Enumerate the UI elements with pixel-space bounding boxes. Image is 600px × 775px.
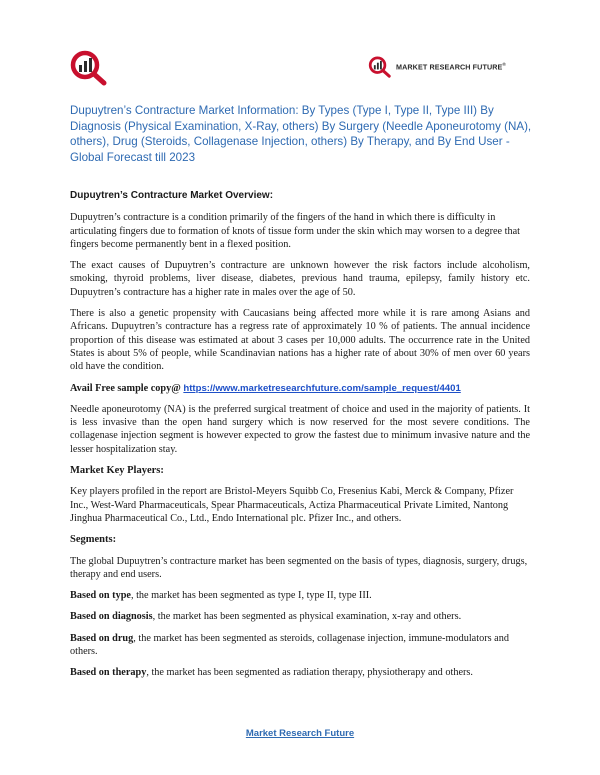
segment-text: , the market has been segmented as radiation therapy, physiotherapy and others. [146,667,473,679]
brand-name: MARKET RESEARCH FUTURE® [396,62,506,72]
magnifier-bar-chart-icon [368,56,392,78]
segment-type [70,589,530,602]
key-players-paragraph: Key players profiled in the report are Bristol-Meyers Squibb Co, Fresenius Kabi, Merck & Company, Pfizer Inc., West-Ward Pharmaceuticals, Spear Pharmaceuticals, Actiza Pharmaceutical Private Limited, Nantong Jinghua Pharmaceutical Co., Ltd., Endo International plc. Pfizer Inc., and others. [70,486,514,524]
overview-heading: Dupuytren’s Contracture Market Overview: [70,190,274,201]
segment-diagnosis [70,610,530,623]
sample-request-line [70,382,530,395]
segment-drug [70,632,530,659]
document-title: Dupuytren’s Contracture Market Information: By Types (Type I, Type II, Type III) By Diagnosis (Physical Examination, X-Ray, others) By Surgery (Needle Aponeurotomy (NA), others), Drug (Steroids, Collagenase Injection, others) By Therapy, and By End User - Global Forecast till 2023 [70,104,532,164]
overview-paragraph-3: There is also a genetic propensity with Caucasians being affected more while it is rare among Asians and Africans. Dupuytren’s contracture has a regress rate of approximately 10 % of patients. The annual incidence proportion of this disease was estimated at about 3 cases per 10,000 adults. The occurrence rate in the United States is about 5% of people, while Scandinavian nations has a higher rate of about 30% of men over 60 years old have the condition. [70,308,530,373]
sample-request-label: Avail Free sample copy@ [70,382,184,394]
document-body [70,189,530,688]
surgery-paragraph: Needle aponeurotomy (NA) is the preferred surgical treatment of choice and used in the majority of patients. It is less invasive than the open hand surgery which is now reserved for the most severe conditions. The collagenase injection segment is however expected to grow the fastest due to minimum invasive nature and the lesser hospitalization stay. [70,403,530,455]
segment-label: Based on therapy [70,667,147,679]
footer-link[interactable]: Market Research Future [245,728,355,739]
segments-intro: The global Dupuytren’s contracture market has been segmented on the basis of types, diagnosis, surgery, drugs, therapy and end users. [70,555,528,580]
logo-right [368,56,506,78]
segment-label: Based on diagnosis [70,611,153,623]
sample-request-link[interactable]: https://www.marketresearchfuture.com/sample_request/4401 [183,382,461,394]
segment-label: Based on type [70,590,131,602]
overview-paragraph-2: The exact causes of Dupuytren’s contracture are unknown however the risk factors include alcoholism, smoking, thyroid problems, liver disease, diabetes, previous hand trauma, epilepsy, family history etc. Dupuytren’s contracture has a higher rate in males over the age of 50. [70,260,530,298]
segment-therapy [70,666,530,679]
segment-text: , the market has been segmented as type I, type II, type III. [130,590,372,602]
magnifier-bar-chart-icon [70,50,108,86]
overview-paragraph-1: Dupuytren’s contracture is a condition primarily of the fingers of the hand in which there is difficulty in articulating fingers due to formation of knots of tissue form under the skin which may worsen to a degree that fingers become permanently bent in a flexed position. [70,212,521,250]
segment-label: Based on drug [70,632,134,644]
logo-left [70,50,108,86]
segments-heading: Segments: [70,534,117,546]
segment-text: , the market has been segmented as physical examination, x-ray and others. [152,611,462,623]
registered-mark: ® [502,62,506,68]
key-players-heading: Market Key Players: [70,465,164,477]
segment-text: , the market has been segmented as steroids, collagenase injection, immune-modulators and others. [70,632,509,658]
